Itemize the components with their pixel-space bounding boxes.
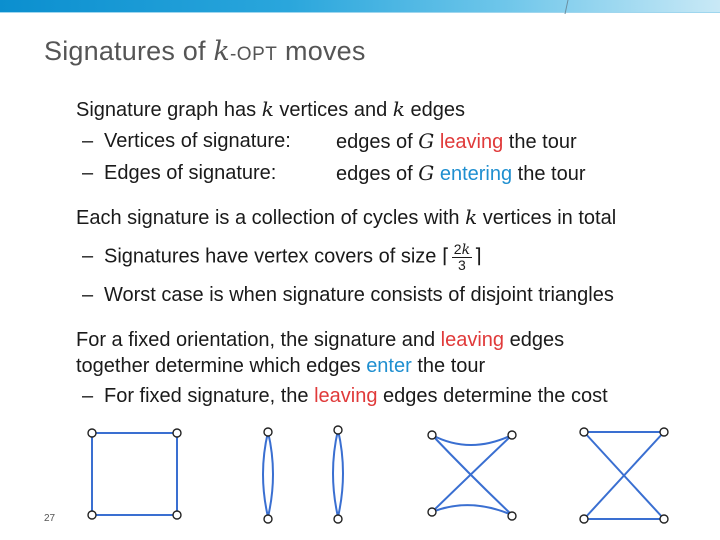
header-accent-bar [0, 0, 720, 12]
title-opt: -OPT [229, 44, 278, 65]
vertex [508, 431, 516, 439]
header-rule [0, 12, 720, 13]
title-prefix: Signatures of [44, 36, 214, 66]
math-k: k [261, 97, 274, 121]
signature-graphs-illustration [0, 415, 720, 540]
text: edges determine the cost [377, 385, 608, 407]
sub-bullet-vertices [82, 128, 702, 154]
ceil-left: ⌈ [441, 245, 450, 268]
denominator: 3 [458, 257, 466, 273]
graph-square-cycle [92, 433, 177, 515]
leaving-word: leaving [440, 329, 505, 351]
title-suffix: moves [277, 36, 366, 66]
text: edges of [336, 131, 419, 153]
leaving-word: leaving [314, 385, 378, 407]
text: the tour [503, 131, 577, 153]
vertex [508, 512, 516, 520]
bullet-signature-graph [76, 96, 465, 123]
sub-bullet-cost [82, 383, 608, 409]
enter-word: enter [366, 355, 412, 377]
math-k: k [465, 205, 478, 229]
numerator-coef: 2 [453, 241, 462, 257]
math-k: k [392, 97, 405, 121]
vertex [580, 428, 588, 436]
text: Signatures have vertex covers of size [104, 245, 442, 268]
label: Edges of signature: [104, 162, 277, 184]
vertex [264, 428, 272, 436]
text: together determine which edges [76, 355, 367, 377]
vertex [88, 511, 96, 519]
vertex [264, 515, 272, 523]
page-number: 27 [44, 513, 56, 524]
vertex [428, 431, 436, 439]
text: For a fixed orientation, the signature and [76, 329, 441, 351]
graph-double-edge-2 [333, 430, 343, 517]
vertex [660, 428, 668, 436]
graph-double-edge-1 [263, 432, 273, 517]
vertex [334, 426, 342, 434]
fraction-2k-over-3 [452, 242, 472, 272]
vertex [580, 515, 588, 523]
dash: – [82, 385, 94, 407]
text: For fixed signature, the [104, 385, 315, 407]
graph-bowtie-cycle [584, 432, 664, 519]
text: edges [404, 99, 465, 121]
text: Each signature is a collection of cycles with [76, 207, 466, 229]
vertex [88, 429, 96, 437]
dash: – [82, 130, 94, 152]
text: vertices and [273, 99, 393, 121]
vertex [173, 429, 181, 437]
text: vertices in total [477, 207, 617, 229]
bullet-fixed-orientation-cont [76, 353, 485, 379]
vertex [660, 515, 668, 523]
text: the tour [411, 355, 486, 377]
dash: – [82, 162, 94, 184]
math-G: G [418, 161, 435, 185]
leaving-word: leaving [439, 131, 504, 153]
text: edges of [336, 163, 419, 185]
sub-bullet-edges [82, 160, 702, 186]
bullet-cycles [76, 204, 616, 231]
graph-crossed-curved-cycle [432, 435, 512, 515]
dash: – [82, 284, 94, 306]
math-G: G [418, 129, 435, 153]
ceil-right: ⌉ [474, 245, 482, 268]
sub-bullet-worst-case [82, 282, 614, 308]
vertex [173, 511, 181, 519]
label: Vertices of signature: [104, 130, 291, 152]
numerator-var: k [461, 242, 471, 258]
text: Signature graph has [76, 99, 262, 121]
entering-word: entering [439, 163, 513, 185]
vertex [334, 515, 342, 523]
text: Worst case is when signature consists of disjoint triangles [104, 284, 614, 306]
title-variable: k [213, 36, 230, 67]
bullet-fixed-orientation [76, 327, 564, 353]
text: edges [504, 329, 565, 351]
text: the tour [512, 163, 586, 185]
slide-title [44, 36, 366, 67]
vertex [428, 508, 436, 516]
sub-bullet-vertex-cover [82, 242, 482, 272]
dash: – [82, 245, 94, 268]
